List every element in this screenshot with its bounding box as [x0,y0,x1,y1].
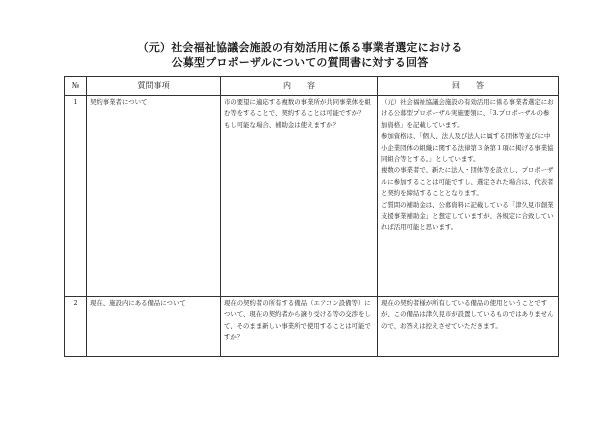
content-paragraph: もし可能な場合、補助金は使えますか？ [224,120,340,129]
answer-paragraph: ご質問の補助金は、公募資料に記載している「津久見市創業支援事業補助金」と想定していますが、各規定に合致していれば活用可能と思います。 [381,200,554,232]
question-item [87,297,221,357]
header-content: 内 容 [221,77,378,96]
question-content [221,96,378,297]
table-row [65,297,559,357]
answer-cell [378,297,559,357]
row-number: 2 [65,297,87,357]
header-no: № [65,77,87,96]
content-paragraph: 市の要望に適応する複数の事業所が共同事業体を組む等をすることで、契約することは可能ですか？ [224,98,371,118]
content-paragraph: 現在の契約者の所有する備品（エアコン設備等）について、現在の契約者から譲り受ける等の交渉をして、そのまま新しい事業所で使用することは可能ですか？ [224,299,371,342]
question-item-text: 契約事業者について [90,98,148,106]
answer-paragraph: 現在の契約者様が所有している備品の使用ということですが、この備品は津久見市が設置しているものではありませんので、お答えは控えさせていただきます。 [381,299,554,330]
document-title [0,40,600,70]
answer-paragraph: 参加資格は、「個人、法人及び法人に属する団体等並びに中小企業団体の組織に関する法律第３条第１項に掲げる事業協同組合等とする。」としています。 [381,132,554,164]
qa-table [64,76,559,357]
answer-cell [378,96,559,297]
question-item [87,96,221,297]
title-line-2: 公募型プロポーザルについての質問書に対する回答 [171,56,429,69]
header-item: 質問事項 [87,77,221,96]
row-number: 1 [65,96,87,297]
header-answer: 回 答 [378,77,559,96]
question-content [221,297,378,357]
table-row [65,96,559,297]
answer-paragraph: 複数の事業者で、新たに法人・団体等を設立し、プロポーザルに参加することは可能ですし、選定された場合は、代表者と契約を締結することとなります。 [381,166,554,198]
title-line-1: （元）社会福祉協議会施設の有効活用に係る事業者選定における [137,41,463,54]
header-row [65,77,559,96]
answer-paragraph: （元）社会福祉協議会施設の有効活用に係る事業者選定における公募型プロポーザル実施要領に、「3.プロポーザルの参加資格」を記載しています。 [381,98,554,129]
question-item-text: 現在、施設内にある備品について [90,299,186,307]
